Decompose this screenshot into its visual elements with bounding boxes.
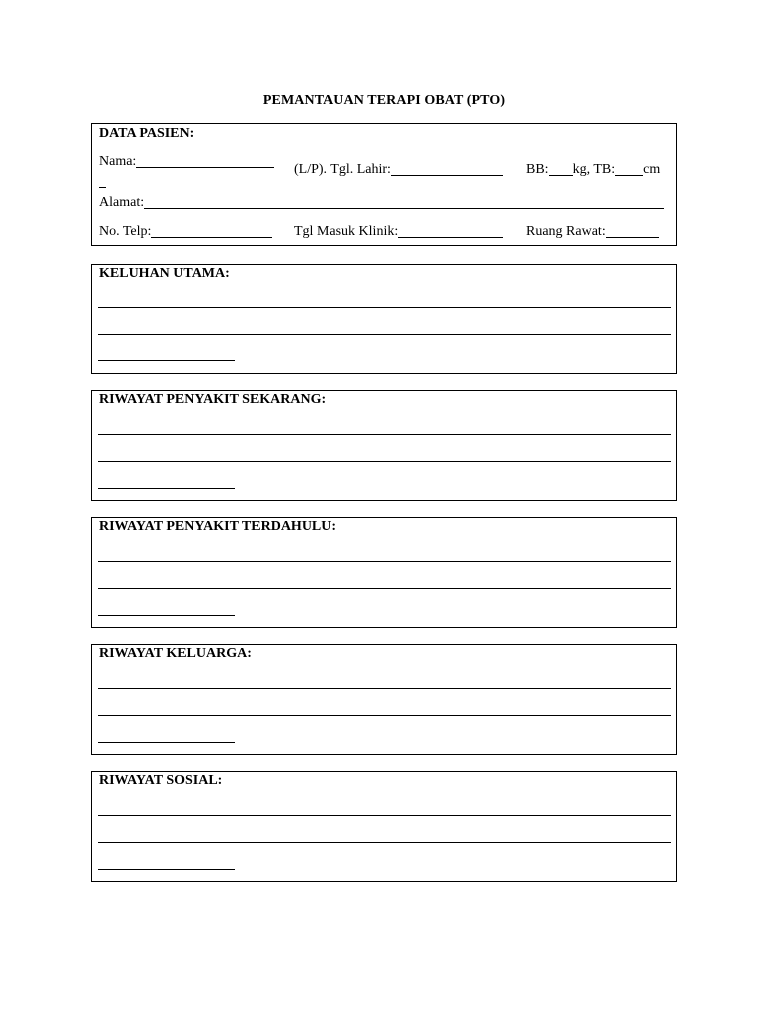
chief-complaint-heading: KELUHAN UTAMA: <box>99 266 230 281</box>
name-blank[interactable] <box>136 154 274 168</box>
past-illness-heading: RIWAYAT PENYAKIT TERDAHULU: <box>99 519 337 534</box>
ward-field[interactable] <box>526 224 659 240</box>
chief-complaint-line-3[interactable] <box>98 360 235 361</box>
chief-complaint-line-1[interactable] <box>98 307 671 308</box>
phone-blank[interactable] <box>151 224 272 238</box>
weight-label: BB: <box>526 162 549 177</box>
current-illness-line-3[interactable] <box>98 488 235 489</box>
document-title: PEMANTAUAN TERAPI OBAT (PTO) <box>262 93 506 108</box>
address-field[interactable] <box>99 195 664 211</box>
patient-data-heading: DATA PASIEN: <box>99 126 195 141</box>
current-illness-heading: RIWAYAT PENYAKIT SEKARANG: <box>99 392 327 407</box>
past-illness-line-3[interactable] <box>98 615 235 616</box>
address-blank[interactable] <box>144 195 664 209</box>
social-history-heading: RIWAYAT SOSIAL: <box>99 773 223 788</box>
weight-blank[interactable] <box>549 162 573 176</box>
name-label: Nama: <box>99 154 137 169</box>
social-history-line-1[interactable] <box>98 815 671 816</box>
social-history-line-3[interactable] <box>98 869 235 870</box>
past-illness-box <box>91 517 677 628</box>
ward-label: Ruang Rawat: <box>526 224 606 239</box>
family-history-box <box>91 644 677 755</box>
dob-blank[interactable] <box>391 162 503 176</box>
name-field[interactable] <box>99 154 274 170</box>
family-history-heading: RIWAYAT KELUARGA: <box>99 646 252 661</box>
phone-label: No. Telp: <box>99 224 152 239</box>
admission-date-field[interactable] <box>294 224 503 240</box>
current-illness-box <box>91 390 677 501</box>
current-illness-line-2[interactable] <box>98 461 671 462</box>
social-history-box <box>91 771 677 882</box>
height-blank[interactable] <box>615 162 643 176</box>
family-history-line-3[interactable] <box>98 742 235 743</box>
past-illness-line-1[interactable] <box>98 561 671 562</box>
patient-data-box <box>91 123 677 246</box>
admission-date-blank[interactable] <box>398 224 503 238</box>
admission-date-label: Tgl Masuk Klinik: <box>294 224 399 239</box>
ward-blank[interactable] <box>606 224 659 238</box>
family-history-line-1[interactable] <box>98 688 671 689</box>
name-overflow-underline <box>99 187 106 188</box>
past-illness-line-2[interactable] <box>98 588 671 589</box>
family-history-line-2[interactable] <box>98 715 671 716</box>
chief-complaint-line-2[interactable] <box>98 334 671 335</box>
gender-dob-field[interactable] <box>294 162 503 178</box>
phone-field[interactable] <box>99 224 272 240</box>
chief-complaint-box <box>91 264 677 374</box>
address-label: Alamat: <box>99 195 145 210</box>
social-history-line-2[interactable] <box>98 842 671 843</box>
current-illness-line-1[interactable] <box>98 434 671 435</box>
weight-height-field[interactable] <box>526 162 660 178</box>
height-unit: cm <box>643 162 661 177</box>
gender-dob-label: (L/P). Tgl. Lahir: <box>294 162 391 177</box>
weight-unit: kg, TB: <box>572 162 616 177</box>
